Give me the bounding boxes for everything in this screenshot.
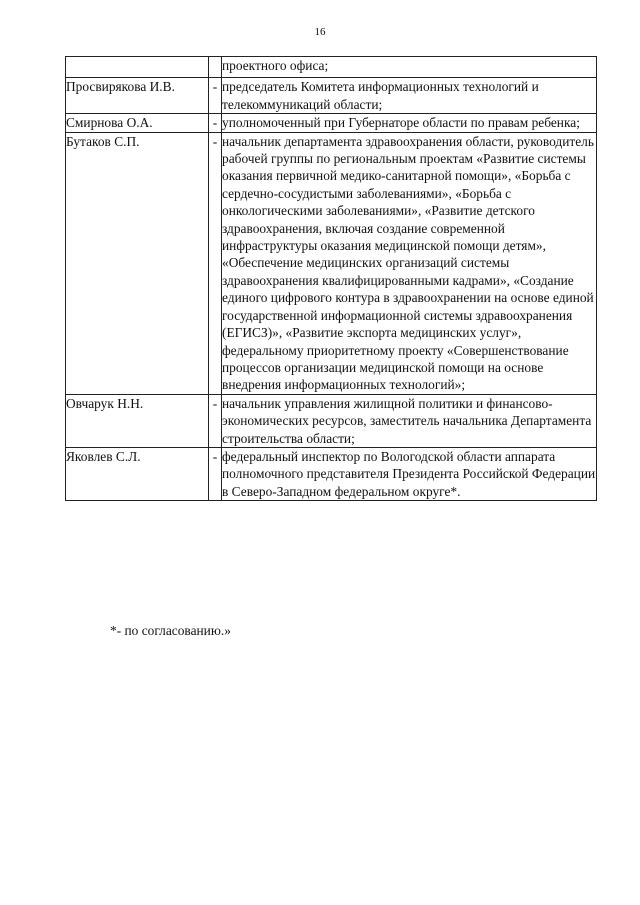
table-row [66,114,597,132]
table-row [66,57,597,78]
member-name [66,57,209,78]
member-role: проектного офиса; [222,57,597,78]
members-table [65,56,597,501]
member-role: уполномоченный при Губернаторе области по правам ребенка; [222,114,597,132]
member-name: Овчарук Н.Н. [66,394,209,447]
member-role: председатель Комитета информационных технологий и телекоммуникаций области; [222,78,597,114]
table-row [66,394,597,447]
dash-separator: - [209,132,222,394]
member-name: Смирнова О.А. [66,114,209,132]
dash-separator [209,57,222,78]
table-row [66,447,597,500]
table-row [66,78,597,114]
dash-separator: - [209,78,222,114]
member-name: Просвирякова И.В. [66,78,209,114]
member-role: начальник департамента здравоохранения области, руководитель рабочей группы по региональным проектам «Развитие системы оказания первичной медико-санитарной помощи», «Борьба с сердечно-сосудистыми заболеваниями», «Борьба с онкологическими заболеваниями», «Развитие детского здравоохранения, включая создание современной инфраструктуры оказания медицинской помощи детям», «Обеспечение медицинских организаций системы здравоохранения квалифицированными кадрами», «Создание единого цифрового контура в здравоохранении на основе единой государственной информационной системы здравоохранения (ЕГИСЗ)», «Развитие экспорта медицинских услуг», федеральному приоритетному проекту «Совершенствование процессов организации медицинской помощи на основе внедрения информационных технологий»; [222,132,597,394]
dash-separator: - [209,114,222,132]
dash-separator: - [209,394,222,447]
member-role: федеральный инспектор по Вологодской области аппарата полномочного представителя Президента Российской Федерации в Северо-Западном федеральном округе*. [222,448,596,499]
member-name: Яковлев С.Л. [66,447,209,500]
table-row [66,132,597,394]
member-role: начальник управления жилищной политики и финансово-экономических ресурсов, заместитель начальника Департамента строительства области; [222,394,597,447]
page-number: 16 [314,26,326,38]
dash-separator: - [209,447,222,500]
member-name: Бутаков С.П. [66,132,209,394]
footnote: *- по согласованию.» [110,623,231,638]
